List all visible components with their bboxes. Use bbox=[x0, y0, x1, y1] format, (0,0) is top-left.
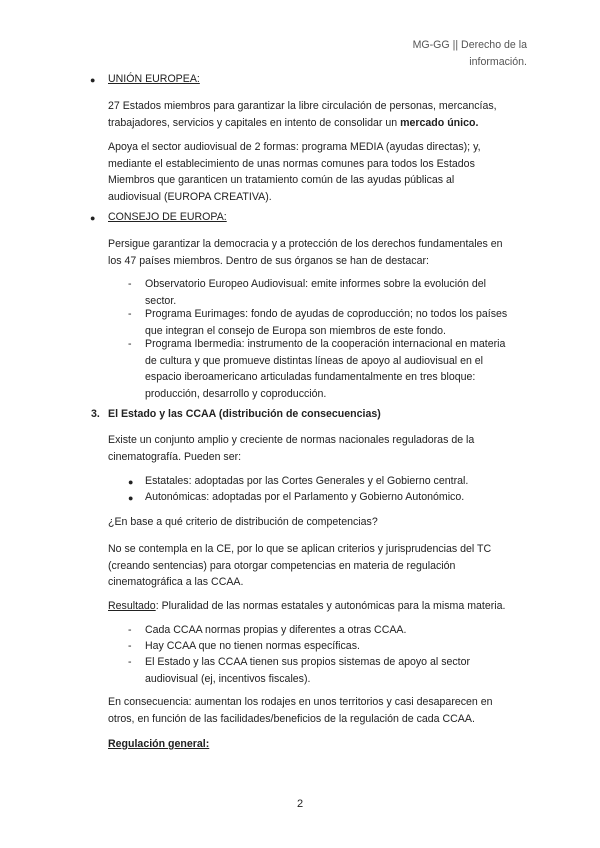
s3-answer-line: (creando sentencias) para otorgar competencias en materia de regulación bbox=[108, 559, 456, 572]
dash-marker: - bbox=[128, 656, 132, 668]
s3-conclusion bbox=[108, 694, 548, 727]
dash-marker: - bbox=[128, 338, 132, 350]
s3-intro-line: cinematografía. Pueden ser: bbox=[108, 450, 242, 463]
result-item: Cada CCAA normas propias y diferentes a otras CCAA. bbox=[145, 624, 407, 636]
ue-paragraph-1 bbox=[108, 98, 538, 131]
conclusion-line: otros, en función de las facilidades/beneficios de la regulación de cada CCAA. bbox=[108, 712, 475, 725]
ue-p2-line: Apoya el sector audiovisual de 2 formas: programa MEDIA (ayudas directas); y, bbox=[108, 141, 481, 153]
s3-question: ¿En base a qué criterio de distribución de competencias? bbox=[108, 516, 378, 528]
s3-answer-line: No se contempla en la CE, por lo que se aplican criterios y jurisprudencias del TC bbox=[108, 543, 492, 555]
ce-item-1-line: sector. bbox=[145, 294, 177, 307]
ue-p1-line-2-text: trabajadores, servicios y capitales en intento de consolidar un bbox=[108, 116, 401, 129]
ue-p2-line: Miembros que garanticen un tratamiento común de las ayudas públicas al bbox=[108, 174, 455, 186]
section-number: 3. bbox=[91, 408, 100, 420]
section-title: El Estado y las CCAA (distribución de consecuencias) bbox=[108, 408, 381, 420]
ce-item-3-line: Programa Ibermedia: instrumento de la cooperación internacional en materia bbox=[145, 338, 506, 350]
ce-heading: CONSEJO DE EUROPA: bbox=[108, 211, 227, 223]
ue-paragraph-2 bbox=[108, 139, 538, 205]
s3-intro bbox=[108, 432, 538, 465]
s3-result bbox=[108, 598, 505, 615]
page-header bbox=[377, 37, 527, 70]
dash-marker: - bbox=[128, 640, 132, 652]
bullet-icon: ● bbox=[90, 75, 96, 85]
result-item-3-line: audiovisual (ej, incentivos fiscales). bbox=[145, 672, 311, 685]
ce-list-item bbox=[145, 306, 545, 339]
s3-bullet-autonomicas: Autonómicas: adoptadas por el Parlamento y Gobierno Autonómico. bbox=[145, 491, 465, 503]
header-line-1: MG-GG || Derecho de la bbox=[412, 39, 527, 51]
bullet-icon: ● bbox=[128, 477, 134, 487]
result-item-3-line: El Estado y las CCAA tienen sus propios sistemas de apoyo al sector bbox=[145, 656, 471, 668]
ce-paragraph-1 bbox=[108, 236, 548, 269]
ce-item-2-line: Programa Eurimages: fondo de ayudas de coproducción; no todos los países bbox=[145, 308, 508, 320]
dash-marker: - bbox=[128, 308, 132, 320]
dash-marker: - bbox=[128, 278, 132, 290]
header-line-2: información. bbox=[469, 55, 527, 68]
ce-p1-line: Persigue garantizar la democracia y a protección de los derechos fundamentales en bbox=[108, 238, 503, 250]
ce-item-3-line: producción, desarrollo y coproducción. bbox=[145, 387, 327, 400]
regulacion-general-heading: Regulación general: bbox=[108, 738, 210, 750]
result-text: : Pluralidad de las normas estatales y autonómicas para la misma materia. bbox=[155, 600, 506, 612]
result-label: Resultado bbox=[108, 600, 156, 612]
s3-bullet-estatales: Estatales: adoptadas por las Cortes Generales y el Gobierno central. bbox=[145, 475, 469, 487]
ce-item-3-line: de cultura y que promueve distintas líneas de apoyo al audiovisual en el bbox=[145, 354, 484, 367]
ce-p1-line: los 47 países miembros. Dentro de sus órganos se han de destacar: bbox=[108, 254, 429, 267]
ue-p1-line-2 bbox=[108, 115, 538, 132]
ue-p2-line: mediante el establecimiento de unas normas comunes para todos los Estados bbox=[108, 157, 475, 170]
result-item bbox=[145, 654, 545, 687]
s3-answer-line: cinematográfica a las CCAA. bbox=[108, 576, 244, 588]
bullet-icon: ● bbox=[128, 493, 134, 503]
s3-answer bbox=[108, 541, 548, 591]
ce-list-item bbox=[145, 276, 545, 309]
page-number: 2 bbox=[296, 798, 304, 810]
s3-intro-line: Existe un conjunto amplio y creciente de normas nacionales reguladoras de la bbox=[108, 434, 475, 446]
dash-marker: - bbox=[128, 624, 132, 636]
ce-item-3-line: espacio iberoamericano articuladas fundamentalmente en tres bloque: bbox=[145, 371, 476, 383]
ce-list-item bbox=[145, 336, 545, 402]
ue-p1-bold: mercado único. bbox=[400, 116, 479, 129]
ue-p1-line-1: 27 Estados miembros para garantizar la libre circulación de personas, mercancías, bbox=[108, 100, 497, 112]
ue-heading: UNIÓN EUROPEA: bbox=[108, 73, 200, 85]
ue-p2-line: audiovisual (EUROPA CREATIVA). bbox=[108, 190, 272, 203]
ce-item-2-line: que integran el consejo de Europa son miembros de este fondo. bbox=[145, 324, 446, 337]
result-item: Hay CCAA que no tienen normas específicas. bbox=[145, 640, 360, 652]
bullet-icon: ● bbox=[90, 213, 96, 223]
conclusion-line: En consecuencia: aumentan los rodajes en unos territorios y casi desaparecen en bbox=[108, 696, 493, 708]
ce-item-1-line: Observatorio Europeo Audiovisual: emite informes sobre la evolución del bbox=[145, 278, 486, 290]
